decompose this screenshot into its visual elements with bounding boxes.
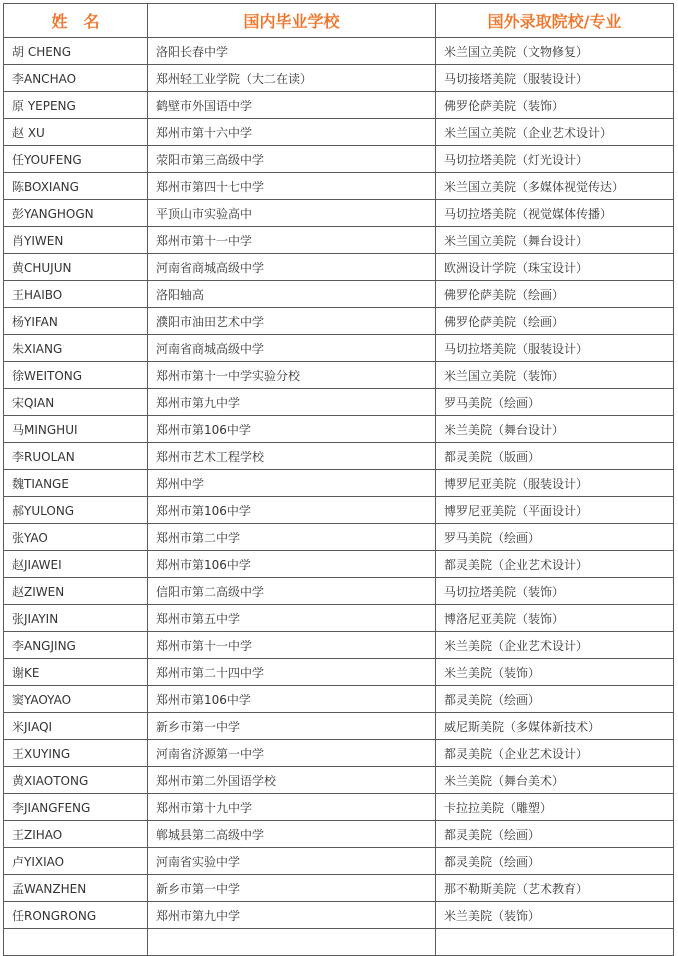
table-row [4, 173, 674, 200]
table-row [4, 740, 674, 767]
table-row [4, 713, 674, 740]
domestic-school-cell: 河南省实验中学 [148, 848, 436, 875]
table-row [4, 254, 674, 281]
domestic-school-cell: 郑州市第二中学 [148, 524, 436, 551]
foreign-admission-cell: 米兰国立美院（企业艺术设计） [436, 119, 674, 146]
foreign-admission-cell: 佛罗伦萨美院（装饰） [436, 92, 674, 119]
table-row [4, 767, 674, 794]
domestic-school-cell: 新乡市第一中学 [148, 713, 436, 740]
header-domestic-school: 国内毕业学校 [148, 4, 436, 38]
student-name-cell: 赵 XU [4, 119, 148, 146]
domestic-school-cell [148, 929, 436, 956]
student-name-cell: 李ANCHAO [4, 65, 148, 92]
domestic-school-cell: 郑州市第四十七中学 [148, 173, 436, 200]
foreign-admission-cell: 马切拉塔美院（装饰） [436, 578, 674, 605]
table-row [4, 389, 674, 416]
student-name-cell: 魏TIANGE [4, 470, 148, 497]
table-row [4, 38, 674, 65]
table-header-row [4, 4, 674, 38]
domestic-school-cell: 郑州市第十九中学 [148, 794, 436, 821]
student-name-cell: 任YOUFENG [4, 146, 148, 173]
foreign-admission-cell: 博洛尼亚美院（装饰） [436, 605, 674, 632]
domestic-school-cell: 河南省济源第一中学 [148, 740, 436, 767]
foreign-admission-cell: 博罗尼亚美院（服装设计） [436, 470, 674, 497]
foreign-admission-cell: 卡拉拉美院（雕塑） [436, 794, 674, 821]
table-row [4, 470, 674, 497]
foreign-admission-cell: 罗马美院（绘画） [436, 524, 674, 551]
foreign-admission-cell: 马切拉塔美院（服装设计） [436, 335, 674, 362]
foreign-admission-cell [436, 929, 674, 956]
student-name-cell: 李JIANGFENG [4, 794, 148, 821]
table-row [4, 902, 674, 929]
student-name-cell: 马MINGHUI [4, 416, 148, 443]
student-name-cell: 米JIAQI [4, 713, 148, 740]
foreign-admission-cell: 都灵美院（企业艺术设计） [436, 740, 674, 767]
foreign-admission-cell: 米兰美院（舞台设计） [436, 416, 674, 443]
foreign-admission-cell: 博罗尼亚美院（平面设计） [436, 497, 674, 524]
table-row [4, 794, 674, 821]
foreign-admission-cell: 米兰美院（企业艺术设计） [436, 632, 674, 659]
student-name-cell [4, 929, 148, 956]
table-row [4, 281, 674, 308]
domestic-school-cell: 郑州市第九中学 [148, 389, 436, 416]
table-row [4, 308, 674, 335]
domestic-school-cell: 洛阳轴高 [148, 281, 436, 308]
table-row [4, 551, 674, 578]
table-row [4, 146, 674, 173]
foreign-admission-cell: 马切拉塔美院（灯光设计） [436, 146, 674, 173]
domestic-school-cell: 河南省商城高级中学 [148, 254, 436, 281]
domestic-school-cell: 洛阳长春中学 [148, 38, 436, 65]
table-row [4, 524, 674, 551]
foreign-admission-cell: 米兰美院（装饰） [436, 659, 674, 686]
domestic-school-cell: 荥阳市第三高级中学 [148, 146, 436, 173]
student-name-cell: 彭YANGHOGN [4, 200, 148, 227]
student-name-cell: 谢KE [4, 659, 148, 686]
foreign-admission-cell: 米兰国立美院（多媒体视觉传达） [436, 173, 674, 200]
table-row [4, 929, 674, 956]
student-name-cell: 赵JIAWEI [4, 551, 148, 578]
table-row [4, 875, 674, 902]
domestic-school-cell: 郑州中学 [148, 470, 436, 497]
table-row [4, 632, 674, 659]
domestic-school-cell: 郑州市第五中学 [148, 605, 436, 632]
student-name-cell: 郝YULONG [4, 497, 148, 524]
table-row [4, 821, 674, 848]
domestic-school-cell: 郑州市第二外国语学校 [148, 767, 436, 794]
table-row [4, 227, 674, 254]
table-row [4, 848, 674, 875]
foreign-admission-cell: 欧洲设计学院（珠宝设计） [436, 254, 674, 281]
table-row [4, 200, 674, 227]
student-name-cell: 张JIAYIN [4, 605, 148, 632]
foreign-admission-cell: 都灵美院（企业艺术设计） [436, 551, 674, 578]
foreign-admission-cell: 马切拉塔美院（视觉媒体传播） [436, 200, 674, 227]
foreign-admission-cell: 威尼斯美院（多媒体新技术） [436, 713, 674, 740]
header-foreign-school: 国外录取院校/专业 [436, 4, 674, 38]
domestic-school-cell: 郑州市艺术工程学校 [148, 443, 436, 470]
student-name-cell: 任RONGRONG [4, 902, 148, 929]
student-name-cell: 原 YEPENG [4, 92, 148, 119]
student-name-cell: 徐WEITONG [4, 362, 148, 389]
foreign-admission-cell: 都灵美院（绘画） [436, 686, 674, 713]
foreign-admission-cell: 米兰国立美院（舞台设计） [436, 227, 674, 254]
student-name-cell: 朱XIANG [4, 335, 148, 362]
domestic-school-cell: 新乡市第一中学 [148, 875, 436, 902]
student-name-cell: 李ANGJING [4, 632, 148, 659]
table-row [4, 659, 674, 686]
domestic-school-cell: 平顶山市实验高中 [148, 200, 436, 227]
foreign-admission-cell: 佛罗伦萨美院（绘画） [436, 308, 674, 335]
domestic-school-cell: 郑州市第九中学 [148, 902, 436, 929]
admission-table [3, 3, 674, 956]
domestic-school-cell: 濮阳市油田艺术中学 [148, 308, 436, 335]
domestic-school-cell: 郑州市第十一中学实验分校 [148, 362, 436, 389]
domestic-school-cell: 郑州市第十一中学 [148, 632, 436, 659]
student-name-cell: 张YAO [4, 524, 148, 551]
student-name-cell: 陈BOXIANG [4, 173, 148, 200]
domestic-school-cell: 郑州轻工业学院（大二在读） [148, 65, 436, 92]
foreign-admission-cell: 米兰美院（舞台美术） [436, 767, 674, 794]
foreign-admission-cell: 都灵美院（版画） [436, 443, 674, 470]
domestic-school-cell: 河南省商城高级中学 [148, 335, 436, 362]
domestic-school-cell: 郑州市第106中学 [148, 686, 436, 713]
foreign-admission-cell: 都灵美院（绘画） [436, 821, 674, 848]
foreign-admission-cell: 米兰国立美院（装饰） [436, 362, 674, 389]
foreign-admission-cell: 都灵美院（绘画） [436, 848, 674, 875]
table-row [4, 416, 674, 443]
student-name-cell: 卢YIXIAO [4, 848, 148, 875]
domestic-school-cell: 郑州市第十六中学 [148, 119, 436, 146]
student-name-cell: 黄CHUJUN [4, 254, 148, 281]
domestic-school-cell: 郑州市第106中学 [148, 551, 436, 578]
table-row [4, 92, 674, 119]
student-name-cell: 孟WANZHEN [4, 875, 148, 902]
table-body [4, 38, 674, 956]
foreign-admission-cell: 米兰美院（装饰） [436, 902, 674, 929]
table-row [4, 686, 674, 713]
domestic-school-cell: 信阳市第二高级中学 [148, 578, 436, 605]
domestic-school-cell: 郸城县第二高级中学 [148, 821, 436, 848]
foreign-admission-cell: 罗马美院（绘画） [436, 389, 674, 416]
table-row [4, 119, 674, 146]
table-row [4, 497, 674, 524]
student-name-cell: 黄XIAOTONG [4, 767, 148, 794]
admission-list [3, 3, 674, 956]
student-name-cell: 窦YAOYAO [4, 686, 148, 713]
domestic-school-cell: 郑州市第106中学 [148, 497, 436, 524]
student-name-cell: 李RUOLAN [4, 443, 148, 470]
student-name-cell: 胡 CHENG [4, 38, 148, 65]
table-row [4, 335, 674, 362]
foreign-admission-cell: 那不勒斯美院（艺术教育） [436, 875, 674, 902]
student-name-cell: 肖YIWEN [4, 227, 148, 254]
student-name-cell: 赵ZIWEN [4, 578, 148, 605]
student-name-cell: 王XUYING [4, 740, 148, 767]
domestic-school-cell: 郑州市第十一中学 [148, 227, 436, 254]
table-row [4, 443, 674, 470]
table-row [4, 65, 674, 92]
foreign-admission-cell: 佛罗伦萨美院（绘画） [436, 281, 674, 308]
header-name: 姓 名 [4, 4, 148, 38]
table-row [4, 578, 674, 605]
foreign-admission-cell: 马切接塔美院（服装设计） [436, 65, 674, 92]
table-row [4, 605, 674, 632]
student-name-cell: 王HAIBO [4, 281, 148, 308]
domestic-school-cell: 郑州市第106中学 [148, 416, 436, 443]
foreign-admission-cell: 米兰国立美院（文物修复） [436, 38, 674, 65]
domestic-school-cell: 郑州市第二十四中学 [148, 659, 436, 686]
domestic-school-cell: 鹤壁市外国语中学 [148, 92, 436, 119]
student-name-cell: 杨YIFAN [4, 308, 148, 335]
table-row [4, 362, 674, 389]
student-name-cell: 王ZIHAO [4, 821, 148, 848]
student-name-cell: 宋QIAN [4, 389, 148, 416]
